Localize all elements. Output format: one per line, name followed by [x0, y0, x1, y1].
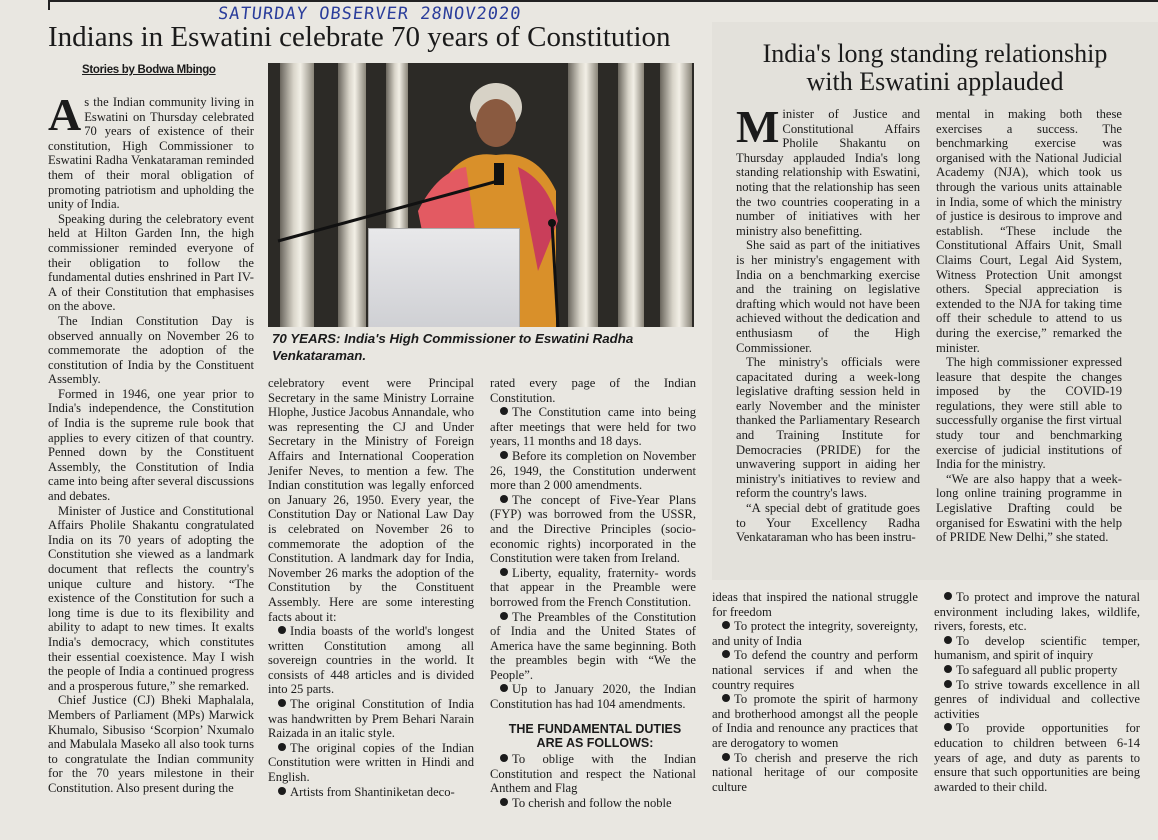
article1-headline: Indians in Eswatini celebrate 70 years of Constitution [48, 21, 671, 53]
fact-bullet: Up to January 2020, the Indian Constitution has had 104 amendments. [490, 682, 696, 712]
fact-bullet: The Preambles of the Constitution of India and the United States of America have the same beginning. Both the preambles begin with “We the People”. [490, 609, 696, 682]
duty-bullet: To protect the integrity, sovereignty, and unity of India [712, 619, 918, 648]
article1-column-3 [490, 376, 696, 712]
article1-column-2 [268, 376, 474, 799]
photo-caption: 70 YEARS: India's High Commissioner to Eswatini Radha Venkataraman. [272, 331, 634, 363]
article1-column-5 [934, 590, 1140, 794]
article2-paragraph: mental in making both these exercises a success. The benchmarking exercise was organised with the National Judicial Academy (NJA), which took us through the various units attainable in India, some of which the ministry of justice is desirous to improve and establish. “These include the Constitutional Affairs Unit, Small Claims Court, Legal Aid System, Witness Protection Unit amongst others. Special appreciation is extended to the NJA for taking time off their schedule to attend to us during the exercise,” remarked the minister. [936, 107, 1122, 355]
article2-paragraph: She said as part of the initiatives is her ministry's engagement with India on a benchmarking exercise and the training on legislative drafting which would not have been achieved without the dedication and enthusiasm of the High Commissioner. [736, 238, 920, 355]
duty-bullet: To develop scientific temper, humanism, and spirit of inquiry [934, 633, 1140, 663]
fact-bullet: Liberty, equality, fraternity- words that appear in the Preamble were borrowed from the French Constitution. [490, 565, 696, 609]
fact-bullet: Artists from Shantiniketan deco- [268, 785, 474, 800]
article1-paragraph: ideas that inspired the national struggle for freedom [712, 590, 918, 619]
duty-bullet: To cherish and preserve the rich national heritage of our composite culture [712, 750, 918, 794]
article2-paragraph: Minister of Justice and Constitutional Affairs Pholile Shakantu on Thursday applauded India's long standing relationship with Eswatini, noting that the relationship has seen the two countries cooperating in a number of initiatives with her ministry also benefitting. [736, 101, 920, 238]
podium [368, 228, 520, 327]
fact-bullet: Before its completion on November 26, 1949, the Constitution underwent more than 2 000 amendments. [490, 448, 696, 493]
article2-paragraph: “We are also happy that a week-long online training programme in Legislative Drafting could be organised for Eswatini with the help of PRIDE New Delhi,” she stated. [936, 471, 1122, 545]
article1-paragraph: The Indian Constitution Day is observed annually on November 26 to commemorate the adoption of the constitution of India by the Constituent Assembly. [48, 313, 254, 387]
duty-bullet: To promote the spirit of harmony and brotherhood amongst all the people of India and renounce any practices that are derogatory to women [712, 692, 918, 750]
duty-bullet: To oblige with the Indian Constitution and respect the National Anthem and Flag [490, 752, 696, 796]
page-border-top [48, 0, 1158, 10]
fact-bullet: The original Constitution of India was handwritten by Prem Behari Narain Raizada in an italic style. [268, 697, 474, 741]
article1-paragraph: Formed in 1946, one year prior to India's independence, the Constitution of India is the supreme rule book that applies to every citizen of that country. Penned down by the Constituent Assembly, the Constitution of India came into being after several discussions and debates. [48, 386, 254, 504]
article1-byline: Stories by Bodwa Mbingo [82, 64, 216, 76]
article2-paragraph: The ministry's officials were capacitated during a week-long legislative drafting session held in early November and the minister thanked the Parliamentary Research and Training Institute for Democracies (PRIDE) for the unwavering support in aiding her ministry's initiatives to review and reform the country's laws. [736, 355, 920, 501]
article2-headline: India's long standing relationship with Eswatini applauded [762, 39, 1108, 96]
fact-bullet: The original copies of the Indian Constitution were written in Hindi and English. [268, 740, 474, 785]
article1-paragraph: celebratory event were Principal Secretary in the same Ministry Lorraine Hlophe, Justice Jacobus Annandale, who was representing the CJ and Under Secretary in the Ministry of Foreign Affairs and International Cooperation Jenifer Neves, to mention a few. The Indian constitution was legally enforced on January 26, 1950. Every year, the Constitution Day or National Law Day is celebrated on November 26 to commemorate the adoption of the Constitution. A landmark day for India, November 26 marks the adoption of the Constitution by the Constituent Assembly. Here are some interesting facts about it: [268, 376, 474, 624]
article1-photo [268, 63, 694, 327]
duty-bullet: To defend the country and perform national services if and when the country requires [712, 648, 918, 692]
article1-column-4 [712, 590, 918, 794]
article1-column-1 [48, 89, 254, 796]
duty-bullet: To strive towards excellence in all genres of individual and collective activities [934, 677, 1140, 721]
article1-paragraph: Speaking during the celebratory event held at Hilton Garden Inn, the high commissioner reminded everyone of their obligation to follow the fundamental duties enshrined in Part IV-A of their Constitution that emphasises on the above. [48, 211, 254, 314]
handwritten-date-note: SATURDAY OBSERVER 28NOV2020 [216, 4, 523, 24]
article2-column-2 [936, 107, 1122, 545]
fact-bullet: The concept of Five-Year Plans (FYP) was borrowed from the USSR, and the Directive Principles (socio-economic rights) incorporated in the Constitution were taken from Ireland. [490, 492, 696, 566]
article1-column-3-duties [490, 752, 696, 810]
fact-bullet: The Constitution came into being after meetings that were held for two years, 11 months and 18 days. [490, 405, 696, 449]
article2-dropcap: M [736, 101, 780, 152]
article1-paragraph: As the Indian community living in Eswatini on Thursday celebrated 70 years of existence of their constitution, High Commissioner to Eswatini Radha Venkataraman reminded them of their moral obligation of promoting patriotism and upholding the unity of India. [48, 89, 254, 212]
fact-bullet: India boasts of the world's longest written Constitution among all sovereign countries in the world. It consists of 448 articles and is divided into 25 parts. [268, 624, 474, 697]
article2-paragraph: “A special debt of gratitude goes to Your Excellency Radha Venkataraman who has been instru- [736, 501, 920, 545]
article2-column-1 [736, 101, 920, 545]
article1-dropcap: A [48, 89, 82, 140]
article1-paragraph: Minister of Justice and Constitutional Affairs Pholile Shakantu congratulated India on its 70 years of adopting the Constitution she viewed as a landmark document that reflects the country's unique culture and history. “The existence of the Constitution for such a long time is due to its flexibility and ability to adapt to new times. It exalts India's democracy, which constitutes their essential coexistence. May I wish the people of India a continued progress and a prosperous future,” she remarked. [48, 503, 254, 693]
article1-paragraph: Chief Justice (CJ) Bheki Maphalala, Members of Parliament (MPs) Marwick Khumalo, Sibusiso ‘Scorpion’ Nxumalo and Mabulala Maseko all also took turns to congratulate the Indian community for the 70 years milestone in their Constitution. Also present during the [48, 693, 254, 795]
article1-paragraph: rated every page of the Indian Constitution. [490, 376, 696, 405]
duty-bullet: To safeguard all public property [934, 663, 1140, 678]
duty-bullet: To protect and improve the natural environment including lakes, wildlife, rivers, forests, etc. [934, 590, 1140, 634]
duty-bullet: To cherish and follow the noble [490, 796, 696, 811]
duties-subheading: THE FUNDAMENTAL DUTIES ARE AS FOLLOWS: [508, 722, 682, 750]
article2-paragraph: The high commissioner expressed leasure that despite the changes imposed by the COVID-19 regulations, they were still able to successfully organise the first virtual study tour and benchmarking exercise of judicial institutions of India for the ministry. [936, 355, 1122, 472]
duty-bullet: To provide opportunities for education to children between 6-14 years of age, and duty as parents to ensure that such opportunities are being awarded to their child. [934, 721, 1140, 794]
